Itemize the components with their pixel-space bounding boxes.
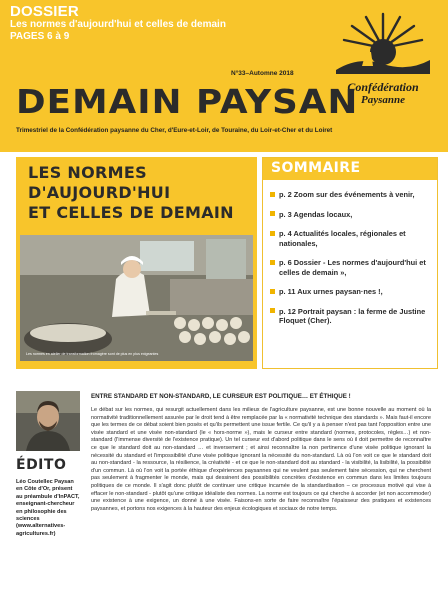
sommaire-item-text: p. 6 Dossier - Les normes d'aujourd'hui et celles de demain », [279, 258, 426, 277]
bullet-square-icon [270, 231, 275, 236]
rising-sun-farmer-icon [328, 8, 438, 80]
dossier-subtitle: Les normes d'aujourd'hui et celles de demain [10, 19, 226, 30]
logo-line1: Confédération [347, 80, 419, 94]
feature-photo [20, 235, 253, 361]
feature-title [28, 163, 253, 223]
sommaire-item-text: p. 2 Zoom sur des événements à venir, [279, 190, 415, 199]
photo-caption: Les normes en atelier de transformation fromagère sont de plus en plus exigeantes [26, 352, 159, 356]
edito-title: ÉDITO [16, 457, 67, 473]
sommaire-title: SOMMAIRE [263, 158, 437, 180]
sommaire-item-text: p. 3 Agendas locaux, [279, 209, 353, 219]
bullet-square-icon [270, 260, 275, 265]
sommaire-item[interactable] [270, 210, 429, 220]
sommaire-item-text: p. 11 Aux urnes paysan·nes !, [279, 287, 383, 296]
issue-number: N°33–Automne 2018 [231, 70, 294, 77]
dossier-pages: PAGES 6 à 9 [10, 31, 70, 42]
sommaire-item-text: p. 4 Actualités locales, régionales et nationales, [279, 229, 406, 248]
bullet-square-icon [270, 289, 275, 294]
sommaire-item[interactable] [270, 287, 429, 297]
logo-line2: Paysanne [361, 94, 405, 106]
bullet-square-icon [270, 211, 275, 216]
masthead-title: DEMAIN PAYSAN [16, 82, 359, 121]
sommaire-item[interactable] [270, 258, 429, 277]
sommaire-item-text: p. 12 Portrait paysan : la ferme de Justine Floquet (Cher). [279, 306, 426, 325]
dossier-teaser[interactable] [10, 4, 290, 43]
sommaire-list [263, 180, 437, 326]
article-paragraph: Le débat sur les normes, qui resurgit actuellement dans les milieux de l'agriculture paysanne, est une bonne nouvelle au moment où la normativité traditionnellement assurée par le droit tend à être remplacée par la « normativité technique des standards ». Mais faut-il encore que les termes de ce débat soient bien posés et qu'ils permettent une issue fertile. Ce qu'il y a à penser n'est pas tant l'opposition entre une visée standard et une visée non-standard (le « hors-norme »), mais le curseur entre standard (normes, protocoles, règles…) et non-standard (l'immense diversité de l'existence pratique). Un tel curseur est d'abord politique dans le sens où il doit permettre de reconnaître ce que le standard doit au non-standard … et inversement ; et ainsi reconnaître la non pertinence d'une visée politique ignorant la nécessité du standard et l'impossibilité d'une visée politique ignorant la nécessité du non-standard. Là où l'on voit ce que le standard doit au non-standard - la ressource, la résilience, la créativité - et ce que le non-standard doit au standard - la visibilité, la lisibilité, la possibilité d'un commun. Là où l'on voit la portée éthique d'expériences paysannes qui ne veulent pas seulement faire sécession, qui ne cherchent pas seulement à fragmenter le monde, mais qui dessinent des possibilités concrètes d'existence en commun dans les limites toujours politiques de ce monde. Il s'agit donc plutôt de continuer une critique incarnée de la standardisation – ce processus motivé qui vise à effacer le non-standard - plutôt qu'une critique idéaliste des normes. La norme est toujours ce qui cherche à accorder (et non accommoder) une existence à une exigence, un donné à une visée. Faisons-en sorte de faire reconnaître l'épaisseur des pratiques et existences paysannes, et portons nos exigences à la hauteur des enjeux écologiques et sociaux de notre temps. [91, 407, 431, 512]
feature-box[interactable] [16, 157, 257, 369]
publication-subtitle: Trimestriel de la Confédération paysanne du Cher, d'Eure-et-Loir, de Touraine, du Loir-et-Cher et du Loiret [16, 127, 333, 134]
sommaire-item[interactable] [270, 307, 429, 326]
feature-title-line: ET CELLES DE DEMAIN [28, 203, 234, 222]
sommaire-item[interactable] [270, 190, 429, 200]
author-portrait [16, 391, 80, 451]
feature-title-line: D'AUJOURD'HUI [28, 183, 171, 202]
article-headline: ENTRE STANDARD ET NON-STANDARD, LE CURSEUR EST POLITIQUE… ET ÉTHIQUE ! [91, 393, 351, 400]
feature-title-line: LES NORMES [28, 163, 147, 182]
edito-article [91, 393, 431, 513]
bullet-square-icon [270, 308, 275, 313]
bullet-square-icon [270, 192, 275, 197]
edito-author: Léo Coutellec Paysan en Côte d'Or, présent au préambule d'InPACT, enseignant-chercheur en philosophie des sciences (www.alternatives-agricultures.fr) [16, 479, 80, 537]
edito-column [16, 391, 80, 538]
dossier-label: DOSSIER [10, 3, 79, 20]
sommaire-item[interactable] [270, 229, 429, 248]
sommaire-box [262, 157, 438, 369]
